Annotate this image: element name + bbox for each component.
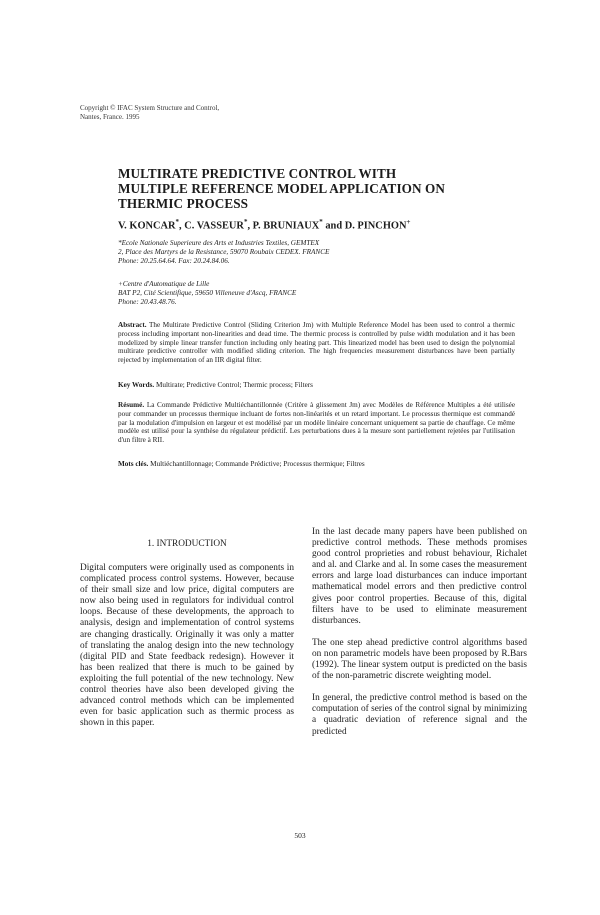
author-name: C. VASSEUR — [184, 220, 244, 232]
keywords-text: Multirate; Predictive Control; Thermic process; Filters — [156, 381, 313, 389]
body-paragraph: Digital computers were originally used as components in complicated process control systems. However, because of their small size and low price, digital computers are now also being used in regulators for individual control loops. Because of these developments, the approach to analysis, design and implementation of control systems are changing drastically. Originally it was only a matter of translating the analog design into the new technology (digital PID and State feedback redesign). However it has been realized that there is much to be gained by exploiting the full potential of the new technology. New control theories have also been developed giving the advanced control methods which can be implemented even for basic application such as thermic process as shown in this paper. — [80, 563, 294, 729]
copyright-line: Copyright © IFAC System Structure and Control, — [80, 104, 220, 112]
abstract-text: The Multirate Predictive Control (Sliding Criterion Jm) with Multiple Reference Model has been used to control a thermic process including important non-linearities and dead time. The thermic process is controlled by pulse width modulation and it has been modelized by simple linear transfer function including only heating part. This linearized model has been used to design the polynomial multirate predictive controller with modified sliding criterion. The high frequencies measurement disturbances have been partially rejected by implementation of an IIR digital filter. — [118, 321, 515, 365]
page-number: 503 — [294, 831, 306, 840]
mots-cles-label: Mots clés. — [118, 460, 149, 468]
affiliation-line: *Ecole Nationale Superieure des Arts et Industries Textiles, GEMTEX — [118, 239, 320, 247]
author-name: P. BRUNIAUX — [252, 220, 320, 232]
body-paragraph: In the last decade many papers have been published on predictive control methods. These methods promises good control proprieties and robust behaviour, Richalet and al. and Clarke and al. In some cases the measurement errors and large load disturbances can induce important mathematical model errors and then predictive control gives poor control properties. Because of this, digital filters have to be used to eliminate measurement disturbances. — [312, 527, 527, 626]
affiliation-line: +Centre d'Automatique de Lille — [118, 280, 210, 288]
affiliation-line: BAT P2, Cité Scientifique, 59650 Villeneuve d'Ascq, FRANCE — [118, 289, 297, 297]
abstract-label: Abstract. — [118, 321, 147, 329]
resume — [118, 401, 515, 445]
abstract — [118, 321, 515, 365]
resume-label: Résumé. — [118, 401, 145, 409]
title-line: THERMIC PROCESS — [118, 196, 249, 211]
body-paragraph: In general, the predictive control method is based on the computation of series of the control signal by minimizing a quadratic deviation of reference signal and the predicted — [312, 693, 527, 737]
affiliation-line: Phone: 20.43.48.76. — [118, 298, 177, 306]
title-line: MULTIRATE PREDICTIVE CONTROL WITH — [118, 166, 397, 181]
affiliation-mark: * — [319, 218, 323, 226]
affiliation-mark: * — [175, 218, 180, 226]
affiliation-line: Phone: 20.25.64.64. Fax: 20.24.84.06. — [118, 257, 230, 265]
section-heading: 1. INTRODUCTION — [147, 539, 227, 549]
affiliation-block — [118, 280, 296, 307]
body-column-left — [80, 563, 294, 740]
copyright-notice — [80, 104, 219, 122]
paper-title — [118, 166, 518, 211]
body-column-right — [312, 527, 527, 749]
copyright-line: Nantes, France. 1995 — [80, 113, 140, 121]
keywords — [118, 381, 313, 389]
resume-text: La Commande Prédictive Multiéchantillonnée (Critère à glissement Jm) avec Modèles de Référence Multiples a été utilisée pour commander un processus thermique incluant de fortes non-linéarités et un retard important. Le processus thermique est commandé par la modulation d'impulsion en largeur et est modélisé par un modèle linéaire concernant uniquement sa partie de chauffage. Ce même modèle est utilisé pour la synthèse du régulateur prédictif. Les perturbations dues à la mesure sont partiellement rejetées par l'utilisation d'un filtre à RII. — [118, 401, 516, 445]
author-name: D. PINCHON — [344, 220, 407, 232]
author-list: V. KONCAR*, C. VASSEUR*, P. BRUNIAUX* and D. PINCHON+ — [118, 218, 411, 232]
keywords-label: Key Words. — [118, 381, 155, 389]
affiliation-mark: * — [243, 218, 248, 226]
affiliation-line: 2, Place des Martyrs de la Resistance, 59070 Roubaix CEDEX. FRANCE — [118, 248, 330, 256]
mots-cles — [118, 460, 365, 468]
title-line: MULTIPLE REFERENCE MODEL APPLICATION ON — [118, 181, 446, 196]
affiliation-block — [118, 239, 329, 266]
author-name: V. KONCAR — [118, 220, 176, 232]
mots-cles-text: Multiéchantillonnage; Commande Prédictive; Processus thermique; Filtres — [150, 460, 365, 468]
author-conjunction: and — [325, 220, 343, 232]
affiliation-mark: + — [406, 218, 411, 226]
body-paragraph: The one step ahead predictive control algorithms based on non parametric models have been proposed by R.Bars (1992). The linear system output is predicted on the basis of the non-parametric discrete weighting model. — [312, 637, 527, 682]
